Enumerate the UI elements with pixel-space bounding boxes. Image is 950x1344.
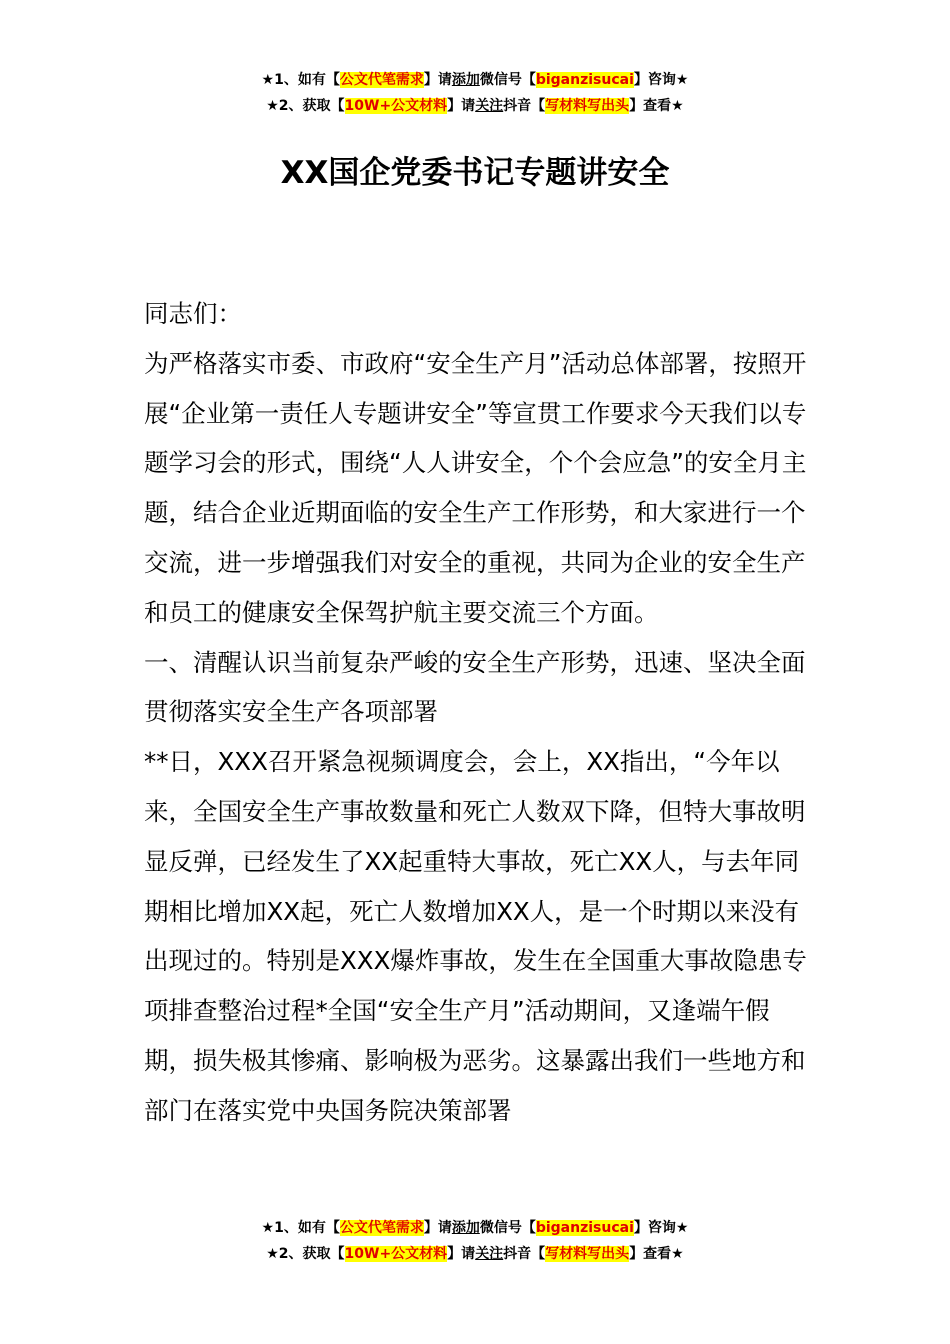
highlight-text: 10W+公文材料 <box>344 1246 448 1262</box>
highlight-text: 公文代笔需求 <box>339 1220 424 1236</box>
banner-text: ★1、如有【 <box>261 1220 340 1236</box>
document-body <box>144 289 814 1136</box>
underlined-text: 关注 <box>475 98 504 114</box>
document-title: XX国企党委书记专题讲安全 <box>280 155 670 191</box>
highlight-text: 公文代笔需求 <box>339 72 424 88</box>
banner-line-1 <box>0 67 950 93</box>
highlight-text: 写材料写出头 <box>545 1246 630 1262</box>
banner-line-2 <box>0 1241 950 1267</box>
underlined-text: 添加 <box>451 1220 480 1236</box>
banner-text: 抖音【 <box>503 1246 546 1262</box>
banner-text: ★2、获取【 <box>266 98 345 114</box>
highlight-text: biganzisucai <box>535 72 634 88</box>
banner-text: 】查看★ <box>629 98 684 114</box>
header-banner <box>0 67 950 119</box>
banner-text: 】请 <box>423 1220 452 1236</box>
banner-text: ★1、如有【 <box>261 72 340 88</box>
footer-banner <box>0 1215 950 1267</box>
salutation: 同志们： <box>144 299 242 328</box>
underlined-text: 添加 <box>451 72 480 88</box>
banner-text: 】请 <box>447 98 476 114</box>
paragraph: 为严格落实市委、市政府“安全生产月”活动总体部署，按照开展“企业第一责任人专题讲安全”等宣贯工作要求今天我们以专题学习会的形式，围绕“人人讲安全，个个会应急”的安全月主题，结合企业近期面临的安全生产工作形势，和大家进行一个交流，进一步增强我们对安全的重视，共同为企业的安全生产和员工的健康安全保驾护航主要交流三个方面。 <box>144 348 807 627</box>
banner-text: 微信号【 <box>479 72 536 88</box>
banner-text: 抖音【 <box>503 98 546 114</box>
paragraph: **日，XXX召开紧急视频调度会，会上，XX指出，“今年以来，全国安全生产事故数量和死亡人数双下降，但特大事故明显反弹，已经发生了XX起重特大事故，死亡XX人，与去年同期相比增加XX起，死亡人数增加XX人，是一个时期以来没有出现过的。特别是XXX爆炸事故，发生在全国重大事故隐患专项排查整治过程*全国“安全生产月”活动期间，又逢端午假期，损失极其惨痛、影响极为恶劣。这暴露出我们一些地方和部门在落实党中央国务院决策部署 <box>144 747 807 1125</box>
banner-text: 】请 <box>423 72 452 88</box>
highlight-text: biganzisucai <box>535 1220 634 1236</box>
banner-text: ★2、获取【 <box>266 1246 345 1262</box>
underlined-text: 关注 <box>475 1246 504 1262</box>
banner-text: 】查看★ <box>629 1246 684 1262</box>
banner-text: 】咨询★ <box>633 72 689 88</box>
banner-line-1 <box>0 1215 950 1241</box>
banner-text: 】咨询★ <box>633 1220 689 1236</box>
banner-text: 微信号【 <box>479 1220 536 1236</box>
section-heading: 一、清醒认识当前复杂严峻的安全生产形势，迅速、坚决全面贯彻落实安全生产各项部署 <box>144 647 806 727</box>
highlight-text: 写材料写出头 <box>545 98 630 114</box>
banner-text: 】请 <box>447 1246 476 1262</box>
highlight-text: 10W+公文材料 <box>344 98 448 114</box>
banner-line-2 <box>0 93 950 119</box>
